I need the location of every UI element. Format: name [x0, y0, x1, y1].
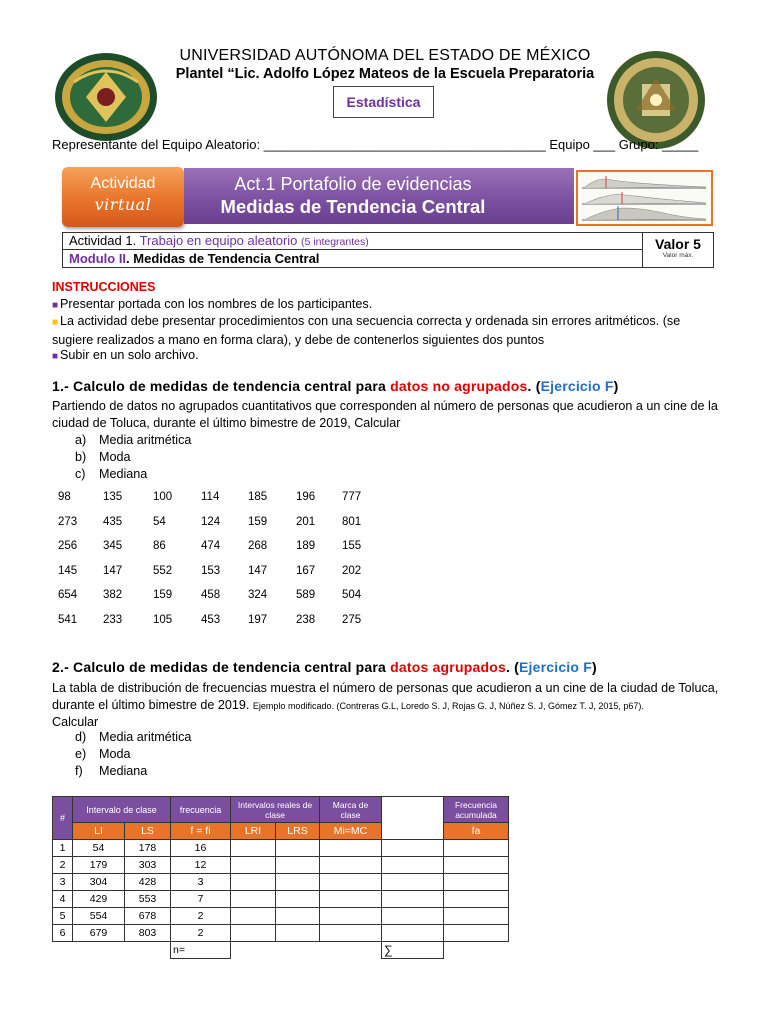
empty-cell: [382, 925, 444, 942]
data-value: 147: [103, 564, 123, 577]
cell-n: 6: [53, 925, 73, 942]
subject-label: Estadística: [346, 94, 421, 110]
data-value: 167: [296, 564, 316, 577]
cell-li: 304: [73, 874, 125, 891]
section-1-paragraph: Partiendo de datos no agrupados cuantitativos que corresponden al número de personas que acudieron a un cine de la ciudad de Toluca, durante el último bimestre de 2019, Calcular: [52, 399, 718, 430]
empty-cell: [231, 891, 276, 908]
table-row: [53, 857, 509, 874]
distribution-thumbnail-image: [576, 170, 713, 226]
instructions-heading: INSTRUCCIONES: [52, 280, 156, 294]
sub-fa: fa: [444, 823, 509, 840]
data-value: 155: [342, 540, 362, 552]
cell-f: 2: [171, 925, 231, 942]
section-1-list: [75, 432, 191, 483]
empty-cell: [276, 840, 320, 857]
data-value: 324: [248, 589, 268, 601]
data-value: 382: [103, 589, 123, 601]
cell-f: 2: [171, 908, 231, 925]
table-row: [53, 908, 509, 925]
empty-cell: [382, 857, 444, 874]
team-size-note: (5 integrantes): [301, 236, 369, 248]
square-bullet-icon: ■: [52, 351, 59, 362]
module-title: . Medidas de Tendencia Central: [126, 251, 320, 266]
instruction-item: ■ Subir en un solo archivo.: [52, 347, 722, 366]
empty-cell: [444, 891, 509, 908]
cell-f: 12: [171, 857, 231, 874]
cell-f: 3: [171, 874, 231, 891]
sub-mc: Mi=MC: [320, 823, 382, 840]
cell-li: 54: [73, 840, 125, 857]
data-value: 185: [248, 491, 268, 503]
cell-ls: 428: [125, 874, 171, 891]
cell-f: 16: [171, 840, 231, 857]
badge-line-1: Actividad: [90, 175, 156, 192]
data-value: 98: [58, 491, 71, 503]
data-value: 159: [248, 515, 268, 528]
cell-li: 429: [73, 891, 125, 908]
empty-cell: [382, 874, 444, 891]
data-value: 159: [153, 589, 173, 601]
data-value: 196: [296, 491, 316, 503]
data-value: 654: [58, 589, 78, 601]
data-value: 105: [153, 613, 173, 626]
subject-box: [333, 86, 434, 118]
empty-cell: [320, 874, 382, 891]
header-cumulative-frequency: Frecuencia acumulada: [444, 797, 509, 823]
data-value: 801: [342, 515, 362, 528]
empty-cell: [231, 925, 276, 942]
virtual-activity-badge: [62, 167, 184, 227]
square-bullet-icon: ■: [52, 300, 59, 311]
university-seal-left: [54, 52, 158, 142]
empty-cell: [444, 908, 509, 925]
data-value: 275: [342, 613, 362, 626]
list-item: b) Moda: [75, 450, 131, 464]
empty-cell: [231, 857, 276, 874]
cell-n: 4: [53, 891, 73, 908]
data-value: 273: [58, 515, 78, 528]
banner-title: Act.1 Portafolio de evidencias: [234, 174, 472, 194]
cell-ls: 303: [125, 857, 171, 874]
sub-ls: LS: [125, 823, 171, 840]
list-item: a) Media aritmética: [75, 433, 192, 447]
school-seal-right: [606, 50, 706, 150]
instruction-item: ■ La actividad debe presentar procedimientos con una secuencia correcta y ordenada sin errores aritméticos. (se sugiere realizados a mano en forma clara), y debe de contenerlos siguientes dos puntos: [52, 314, 681, 347]
empty-cell: [276, 874, 320, 891]
header-class-mark: Marca de clase: [320, 797, 382, 823]
empty-cell: [382, 891, 444, 908]
list-item: c) Mediana: [75, 467, 148, 481]
empty-cell: [444, 857, 509, 874]
list-item: d) Media aritmética: [75, 730, 192, 744]
data-value: 238: [296, 613, 316, 626]
empty-cell: [276, 891, 320, 908]
section-2-list: [75, 729, 191, 780]
data-value: 54: [153, 515, 166, 528]
sub-lri: LRI: [231, 823, 276, 840]
empty-cell: [382, 908, 444, 925]
team-type: Trabajo en equipo aleatorio: [139, 233, 298, 248]
value-label: Valor 5: [655, 236, 701, 252]
data-value: 201: [296, 515, 316, 528]
empty-cell: [444, 840, 509, 857]
data-value: 124: [201, 515, 221, 528]
cell-n: 5: [53, 908, 73, 925]
data-value: 114: [201, 491, 220, 503]
empty-cell: [276, 857, 320, 874]
data-value: 256: [58, 540, 78, 552]
empty-cell: [382, 840, 444, 857]
activity-label: Actividad 1.: [69, 233, 137, 248]
header-number: #: [53, 797, 73, 840]
square-bullet-icon: ■: [52, 317, 59, 328]
header-real-intervals: Intervalos reales de clase: [231, 797, 320, 823]
empty-cell: [320, 908, 382, 925]
plantel-name: Plantel “Lic. Adolfo López Mateos de la Escuela Preparatoria: [175, 66, 595, 82]
value-note: Valor máx.: [662, 252, 694, 259]
data-value: 589: [296, 589, 316, 601]
data-value: 153: [201, 564, 221, 577]
team-representative-line: Representante del Equipo Aleatorio: _______________________________________ Equipo ___ Grupo: _____: [52, 137, 699, 152]
data-value: 435: [103, 515, 123, 528]
sub-lrs: LRS: [276, 823, 320, 840]
data-value: 268: [248, 540, 268, 552]
empty-cell: [320, 925, 382, 942]
data-value: 202: [342, 564, 362, 577]
empty-cell: [320, 857, 382, 874]
cell-ls: 178: [125, 840, 171, 857]
frequency-distribution-table: [52, 796, 509, 959]
header-class-interval: Intervalo de clase: [73, 797, 171, 823]
sub-fi: f = fi: [171, 823, 231, 840]
instruction-item: ■ Presentar portada con los nombres de los participantes.: [52, 296, 722, 315]
data-value: 552: [153, 564, 173, 577]
data-value: 145: [58, 564, 78, 577]
empty-cell: [320, 840, 382, 857]
banner-subtitle: Medidas de Tendencia Central: [220, 196, 486, 217]
table-row: [53, 840, 509, 857]
cell-ls: 553: [125, 891, 171, 908]
data-value: 197: [248, 613, 268, 626]
cell-li: 679: [73, 925, 125, 942]
empty-cell: [276, 908, 320, 925]
table-row: [53, 891, 509, 908]
empty-column-header: [382, 797, 444, 840]
data-value: 135: [103, 491, 123, 503]
activity-row: [63, 233, 643, 250]
module-row: [63, 250, 643, 268]
total-n-cell: n=: [171, 942, 231, 959]
section-2-title: 2.- Calculo de medidas de tendencia central para datos agrupados. (Ejercicio F): [52, 659, 597, 675]
cell-n: 3: [53, 874, 73, 891]
section-2-paragraph: La tabla de distribución de frecuencias muestra el número de personas que acudieron a un cine de la ciudad de Toluca, durante el último bimestre de 2019. Ejemplo modificado. (Contreras G.L, Loredo S. J, Rojas G. J, Núñez S. J, Gómez T. J, 2015, p67). Calcular: [52, 681, 719, 729]
table-row: [53, 925, 509, 942]
sub-li: LI: [73, 823, 125, 840]
list-item: f) Mediana: [75, 764, 148, 778]
cell-ls: 803: [125, 925, 171, 942]
empty-cell: [231, 874, 276, 891]
data-value: 233: [103, 613, 123, 626]
cell-f: 7: [171, 891, 231, 908]
data-value: 777: [342, 491, 362, 503]
list-item: e) Moda: [75, 747, 131, 761]
sum-cell: ∑: [382, 942, 444, 959]
data-value: 541: [58, 613, 78, 626]
empty-cell: [276, 925, 320, 942]
cell-n: 1: [53, 840, 73, 857]
data-value: 453: [201, 613, 221, 626]
badge-line-2: virtual: [94, 195, 152, 214]
data-value: 504: [342, 589, 362, 601]
empty-cell: [231, 908, 276, 925]
empty-cell: [444, 874, 509, 891]
university-name: UNIVERSIDAD AUTÓNOMA DEL ESTADO DE MÉXICO: [179, 47, 591, 64]
data-value: 86: [153, 540, 166, 552]
data-value: 189: [296, 540, 316, 552]
data-value: 474: [201, 540, 221, 552]
cell-li: 179: [73, 857, 125, 874]
cell-n: 2: [53, 857, 73, 874]
value-cell: [643, 233, 713, 267]
header-frequency: frecuencia: [171, 797, 231, 823]
cell-ls: 678: [125, 908, 171, 925]
activity-info-table: [62, 232, 714, 268]
data-value: 147: [248, 564, 268, 577]
activity-banner: [184, 168, 574, 224]
empty-cell: [320, 891, 382, 908]
data-value: 458: [201, 589, 221, 601]
cell-li: 554: [73, 908, 125, 925]
empty-cell: [231, 840, 276, 857]
table-row: [53, 874, 509, 891]
module-label: Modulo II: [69, 251, 127, 266]
section-1-title: 1.- Calculo de medidas de tendencia central para datos no agrupados. (Ejercicio F): [52, 378, 619, 394]
data-value: 345: [103, 540, 123, 552]
empty-cell: [444, 925, 509, 942]
data-value: 100: [153, 491, 173, 503]
